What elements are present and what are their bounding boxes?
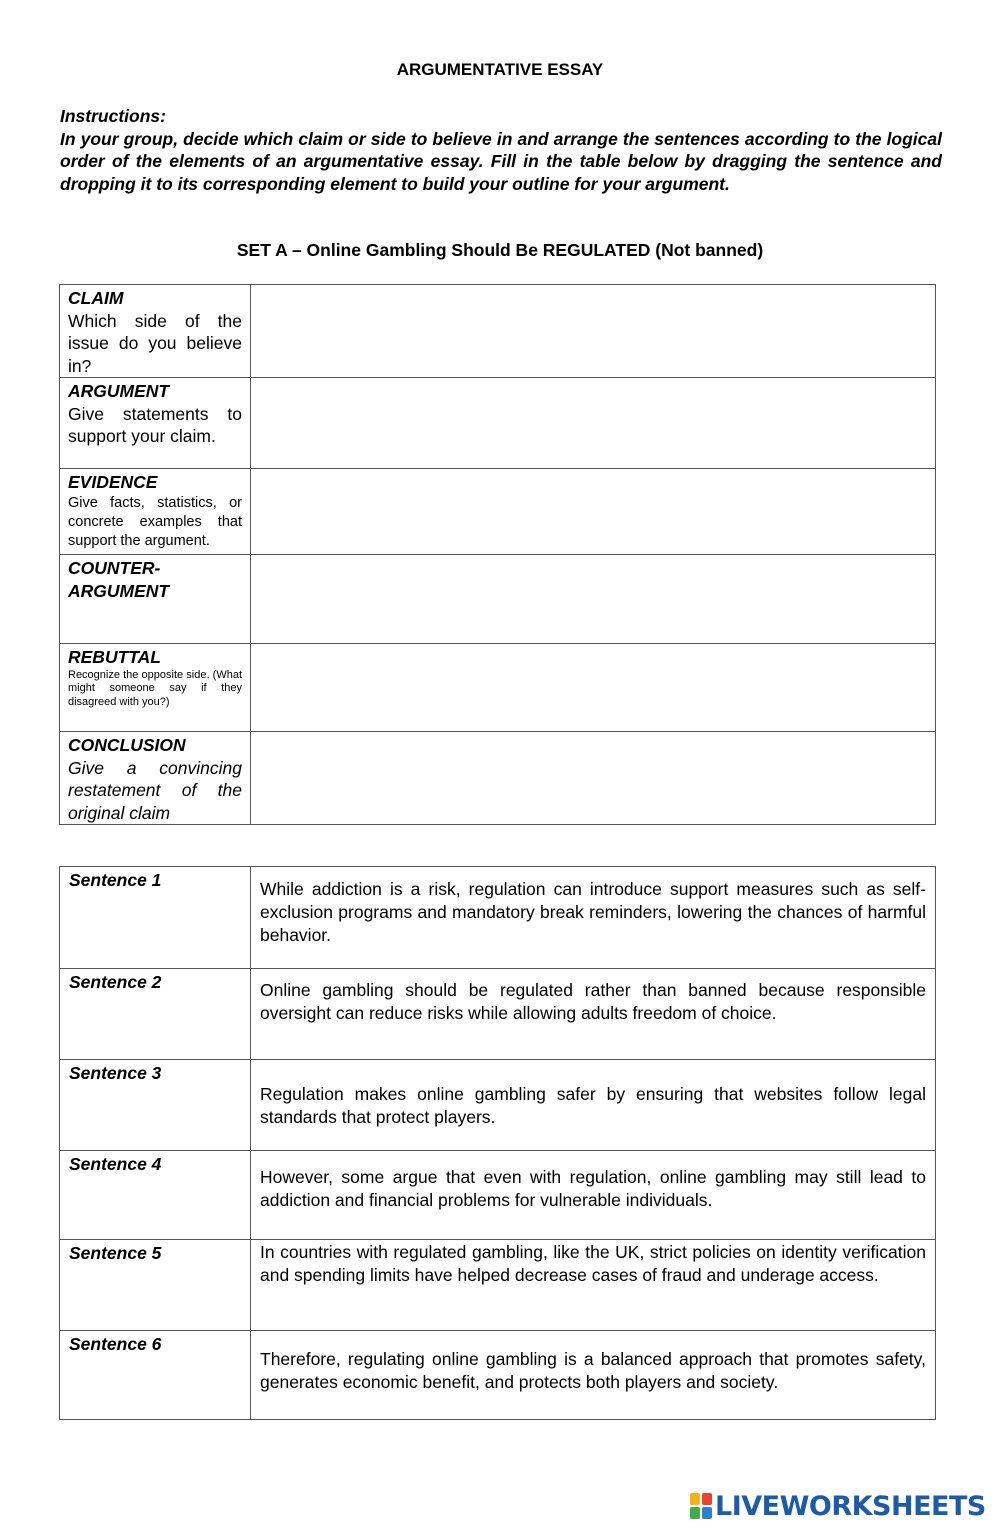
outline-row-conclusion — [60, 732, 936, 825]
outline-row-counter-argument — [60, 555, 936, 644]
argument-label-cell — [60, 378, 251, 469]
counter-argument-label-cell — [60, 555, 251, 644]
counter-argument-label: COUNTER-ARGUMENT — [68, 558, 170, 601]
argument-drop-zone[interactable] — [251, 378, 936, 469]
sentence-label: Sentence 4 — [60, 1151, 251, 1240]
sentence-row — [60, 969, 936, 1060]
rebuttal-drop-zone[interactable] — [251, 644, 936, 732]
argument-label: ARGUMENT — [68, 381, 170, 401]
sentence-cell — [251, 1151, 936, 1240]
liveworksheets-logo-icon — [690, 1493, 712, 1519]
page-title: ARGUMENTATIVE ESSAY — [396, 60, 604, 79]
sentence-label: Sentence 2 — [60, 969, 251, 1060]
logo-square-4 — [702, 1507, 712, 1519]
outline-row-rebuttal — [60, 644, 936, 732]
logo-square-3 — [690, 1507, 700, 1519]
instructions-body: In your group, decide which claim or side to believe in and arrange the sentences according to the logical order of the elements of an argumentative essay. Fill in the table below by dragging the sentence and dropping it to its corresponding element to build your outline for your argument. — [60, 128, 942, 194]
draggable-sentence-5[interactable]: In countries with regulated gambling, like the UK, strict policies on identity verification and spending limits have helped decrease cases of fraud and underage access. — [260, 1242, 926, 1285]
draggable-sentence-1[interactable]: While addiction is a risk, regulation can introduce support measures such as self-exclusion programs and mandatory break reminders, lowering the chances of harmful behavior. — [260, 879, 926, 945]
sentence-row — [60, 1151, 936, 1240]
sentence-cell — [251, 1060, 936, 1151]
sentence-row — [60, 1060, 936, 1151]
instructions-heading: Instructions: — [60, 106, 166, 126]
rebuttal-label: REBUTTAL — [68, 647, 161, 667]
sentence-cell — [251, 1331, 936, 1420]
sentence-label: Sentence 5 — [60, 1240, 251, 1331]
logo-square-1 — [690, 1493, 700, 1505]
claim-drop-zone[interactable] — [251, 285, 936, 378]
liveworksheets-logo — [690, 1490, 986, 1522]
outline-row-evidence — [60, 469, 936, 555]
outline-table — [59, 284, 936, 825]
conclusion-label: CONCLUSION — [68, 735, 186, 755]
sentence-row — [60, 1240, 936, 1331]
rebuttal-description: Recognize the opposite side. (What might someone say if they disagreed with you?) — [68, 668, 242, 708]
claim-label: CLAIM — [68, 288, 124, 308]
evidence-label: EVIDENCE — [68, 472, 158, 492]
logo-square-2 — [702, 1493, 712, 1505]
outline-row-argument — [60, 378, 936, 469]
draggable-sentence-3[interactable]: Regulation makes online gambling safer by ensuring that websites follow legal standards that protect players. — [260, 1084, 926, 1127]
set-title: SET A – Online Gambling Should Be REGULATED (Not banned) — [236, 240, 764, 260]
sentence-cell — [251, 1240, 936, 1331]
sentence-row — [60, 1331, 936, 1420]
sentence-cell — [251, 969, 936, 1060]
sentence-row — [60, 867, 936, 969]
claim-label-cell — [60, 285, 251, 378]
outline-row-claim — [60, 285, 936, 378]
sentence-label: Sentence 6 — [60, 1331, 251, 1420]
sentence-label: Sentence 3 — [60, 1060, 251, 1151]
conclusion-drop-zone[interactable] — [251, 732, 936, 825]
draggable-sentence-4[interactable]: However, some argue that even with regulation, online gambling may still lead to addiction and financial problems for vulnerable individuals. — [260, 1167, 926, 1210]
sentence-cell — [251, 867, 936, 969]
conclusion-label-cell — [60, 732, 251, 825]
instructions — [60, 105, 942, 195]
sentence-table — [59, 866, 936, 1420]
draggable-sentence-2[interactable]: Online gambling should be regulated rather than banned because responsible oversight can reduce risks while allowing adults freedom of choice. — [260, 980, 926, 1023]
argument-description: Give statements to support your claim. — [68, 403, 242, 446]
conclusion-description: Give a convincing restatement of the original claim — [68, 757, 242, 823]
rebuttal-label-cell — [60, 644, 251, 732]
evidence-drop-zone[interactable] — [251, 469, 936, 555]
evidence-description: Give facts, statistics, or concrete examples that support the argument. — [68, 494, 242, 549]
evidence-label-cell — [60, 469, 251, 555]
liveworksheets-logo-text: LIVEWORKSHEETS — [715, 1490, 986, 1522]
sentence-label: Sentence 1 — [60, 867, 251, 969]
draggable-sentence-6[interactable]: Therefore, regulating online gambling is a balanced approach that promotes safety, generates economic benefit, and protects both players and society. — [260, 1349, 926, 1392]
claim-description: Which side of the issue do you believe in? — [68, 310, 242, 376]
counter-argument-drop-zone[interactable] — [251, 555, 936, 644]
